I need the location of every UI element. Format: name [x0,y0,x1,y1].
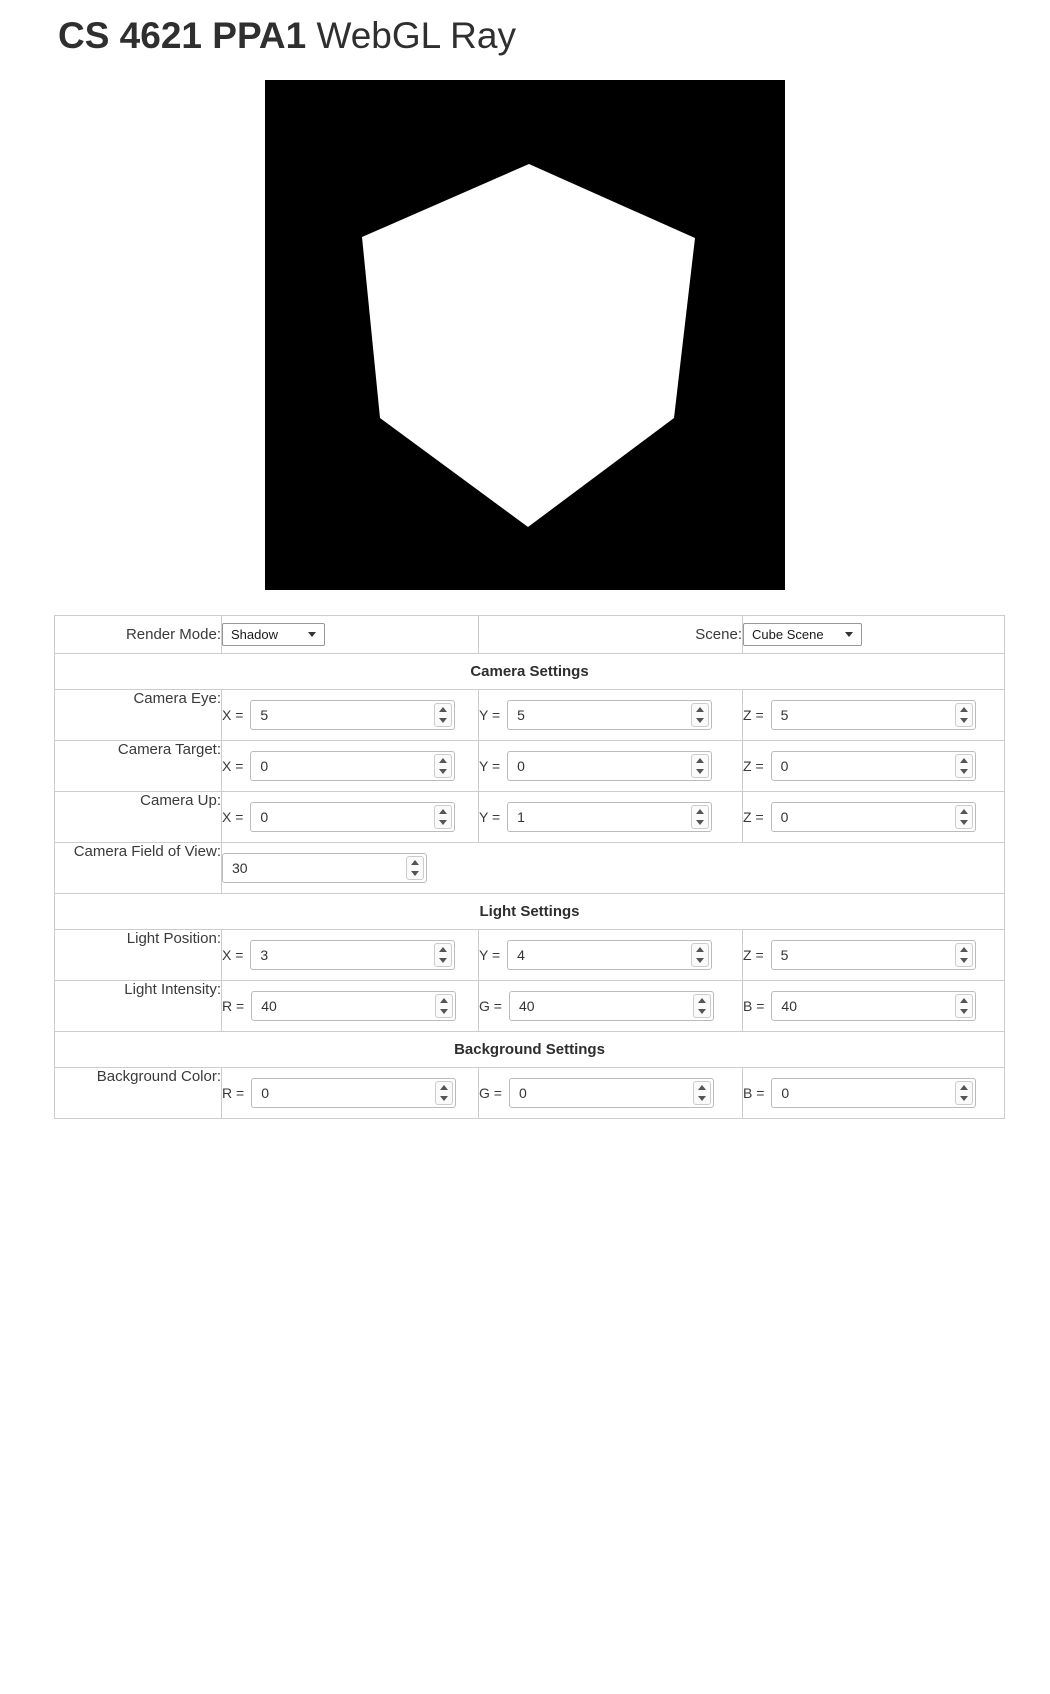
arrow-up-icon [960,1085,968,1090]
rendered-scene [265,80,785,590]
scene-label: Scene: [479,616,743,654]
row-camera-fov [55,843,1005,894]
arrow-up-icon [439,809,447,814]
background-color-r-field[interactable] [252,1079,455,1107]
background-color-g-input[interactable] [509,1078,714,1108]
x-coord-label: X = [222,947,244,963]
z-coord-label: Z = [743,758,764,774]
spin-up-button[interactable] [436,995,452,1006]
number-spinner[interactable] [955,703,973,727]
spin-down-button[interactable] [956,1006,972,1017]
camera-up-x-field[interactable] [251,803,454,831]
render-viewport [265,80,785,590]
spin-down-button[interactable] [436,1093,452,1104]
camera-eye-z-input[interactable] [771,700,976,730]
number-spinner[interactable] [691,805,709,829]
light-intensity-g-input[interactable] [509,991,714,1021]
arrow-up-icon [696,707,704,712]
row-camera-target [55,741,1005,792]
light-intensity-r-field[interactable] [252,992,455,1020]
arrow-up-icon [411,860,419,865]
camera-target-z-input[interactable] [771,751,976,781]
spin-down-button[interactable] [692,715,708,726]
arrow-down-icon [696,718,704,723]
arrow-down-icon [960,820,968,825]
camera-target-x-input[interactable] [250,751,455,781]
row-light-settings-header [55,894,1005,930]
light-intensity-b-input[interactable] [771,991,976,1021]
scene-value: Cube Scene [752,627,824,642]
number-spinner[interactable] [693,1081,711,1105]
spin-down-button[interactable] [692,955,708,966]
camera-target-label: Camera Target: [55,741,222,792]
arrow-down-icon [440,1009,448,1014]
light-position-z-input[interactable] [771,940,976,970]
b-channel-label: B = [743,1085,765,1101]
arrow-down-icon [960,958,968,963]
background-color-b-input[interactable] [771,1078,976,1108]
camera-settings-header: Camera Settings [55,654,1005,690]
light-position-z-field[interactable] [772,941,975,969]
y-coord-label: Y = [479,947,501,963]
camera-eye-y-input[interactable] [507,700,712,730]
camera-up-y-field[interactable] [508,803,711,831]
row-background-color [55,1068,1005,1119]
background-settings-header: Background Settings [55,1032,1005,1068]
spin-down-button[interactable] [692,766,708,777]
arrow-up-icon [960,758,968,763]
background-color-r-input[interactable] [251,1078,456,1108]
spin-up-button[interactable] [436,1082,452,1093]
number-spinner[interactable] [434,754,452,778]
number-spinner[interactable] [434,805,452,829]
number-spinner[interactable] [435,994,453,1018]
arrow-down-icon [696,820,704,825]
arrow-up-icon [439,947,447,952]
arrow-down-icon [960,1009,968,1014]
number-spinner[interactable] [955,994,973,1018]
spin-down-button[interactable] [956,1093,972,1104]
spin-down-button[interactable] [956,817,972,828]
camera-target-x-field[interactable] [251,752,454,780]
arrow-up-icon [960,707,968,712]
camera-eye-z-field[interactable] [772,701,975,729]
spin-up-button[interactable] [692,944,708,955]
number-spinner[interactable] [955,1081,973,1105]
render-mode-value: Shadow [231,627,278,642]
camera-target-y-input[interactable] [507,751,712,781]
arrow-up-icon [960,947,968,952]
arrow-up-icon [698,1085,706,1090]
spin-down-button[interactable] [435,817,451,828]
arrow-down-icon [411,871,419,876]
camera-target-y-field[interactable] [508,752,711,780]
spin-up-button[interactable] [956,995,972,1006]
settings-table [54,615,1005,1119]
b-channel-label: B = [743,998,765,1014]
spin-up-button[interactable] [694,1082,710,1093]
spin-down-button[interactable] [436,1006,452,1017]
number-spinner[interactable] [955,805,973,829]
spin-down-button[interactable] [694,1006,710,1017]
r-channel-label: R = [222,998,245,1014]
number-spinner[interactable] [955,943,973,967]
number-spinner[interactable] [691,703,709,727]
light-intensity-g-field[interactable] [510,992,713,1020]
arrow-down-icon [696,958,704,963]
camera-eye-x-input[interactable] [250,700,455,730]
z-coord-label: Z = [743,809,764,825]
light-intensity-r-input[interactable] [251,991,456,1021]
number-spinner[interactable] [406,856,424,880]
scene-select[interactable] [743,623,862,646]
camera-up-x-input[interactable] [250,802,455,832]
x-coord-label: X = [222,707,244,723]
spin-up-button[interactable] [435,944,451,955]
row-light-position [55,930,1005,981]
render-mode-select[interactable] [222,623,325,646]
arrow-down-icon [698,1096,706,1101]
camera-up-label: Camera Up: [55,792,222,843]
number-spinner[interactable] [693,994,711,1018]
arrow-up-icon [696,947,704,952]
arrow-down-icon [439,958,447,963]
spin-down-button[interactable] [692,817,708,828]
arrow-up-icon [439,707,447,712]
spin-up-button[interactable] [435,755,451,766]
background-color-b-field[interactable] [772,1079,975,1107]
camera-target-z-field[interactable] [772,752,975,780]
row-background-settings-header [55,1032,1005,1068]
camera-fov-field[interactable] [223,854,426,882]
light-intensity-b-field[interactable] [772,992,975,1020]
light-intensity-label: Light Intensity: [55,981,222,1032]
spin-up-button[interactable] [956,704,972,715]
light-position-x-field[interactable] [251,941,454,969]
spin-down-button[interactable] [435,766,451,777]
number-spinner[interactable] [691,943,709,967]
light-settings-header: Light Settings [55,894,1005,930]
cube-silhouette [362,164,695,527]
arrow-down-icon [439,769,447,774]
row-camera-up [55,792,1005,843]
x-coord-label: X = [222,758,244,774]
render-mode-label: Render Mode: [55,616,222,654]
arrow-up-icon [960,998,968,1003]
page-title-app: WebGL Ray [316,15,516,56]
spin-down-button[interactable] [694,1093,710,1104]
spin-up-button[interactable] [956,806,972,817]
camera-eye-label: Camera Eye: [55,690,222,741]
spin-up-button[interactable] [956,755,972,766]
page-title-course: CS 4621 PPA1 [58,15,307,56]
number-spinner[interactable] [434,943,452,967]
spin-up-button[interactable] [435,704,451,715]
arrow-up-icon [960,809,968,814]
light-position-y-input[interactable] [507,940,712,970]
arrow-up-icon [696,758,704,763]
spin-down-button[interactable] [956,715,972,726]
arrow-down-icon [439,718,447,723]
g-channel-label: G = [479,998,502,1014]
spin-down-button[interactable] [435,715,451,726]
arrow-up-icon [440,998,448,1003]
number-spinner[interactable] [955,754,973,778]
page-title [58,14,1050,58]
arrow-up-icon [696,809,704,814]
spin-up-button[interactable] [956,944,972,955]
arrow-up-icon [439,758,447,763]
camera-eye-y-field[interactable] [508,701,711,729]
dropdown-arrow-icon [845,632,853,637]
arrow-down-icon [960,769,968,774]
arrow-up-icon [440,1085,448,1090]
camera-up-z-field[interactable] [772,803,975,831]
g-channel-label: G = [479,1085,502,1101]
background-color-label: Background Color: [55,1068,222,1119]
light-position-x-input[interactable] [250,940,455,970]
camera-up-y-input[interactable] [507,802,712,832]
spin-up-button[interactable] [692,755,708,766]
camera-up-z-input[interactable] [771,802,976,832]
arrow-down-icon [440,1096,448,1101]
z-coord-label: Z = [743,947,764,963]
r-channel-label: R = [222,1085,245,1101]
spin-down-button[interactable] [956,766,972,777]
y-coord-label: Y = [479,758,501,774]
row-camera-eye [55,690,1005,741]
spin-up-button[interactable] [435,806,451,817]
camera-fov-label: Camera Field of View: [55,843,222,894]
background-color-g-field[interactable] [510,1079,713,1107]
arrow-down-icon [960,1096,968,1101]
arrow-down-icon [696,769,704,774]
camera-eye-x-field[interactable] [251,701,454,729]
spin-up-button[interactable] [692,806,708,817]
y-coord-label: Y = [479,707,501,723]
camera-fov-input[interactable] [222,853,427,883]
spin-up-button[interactable] [692,704,708,715]
spin-up-button[interactable] [694,995,710,1006]
y-coord-label: Y = [479,809,501,825]
dropdown-arrow-icon [308,632,316,637]
x-coord-label: X = [222,809,244,825]
arrow-up-icon [698,998,706,1003]
arrow-down-icon [439,820,447,825]
number-spinner[interactable] [435,1081,453,1105]
arrow-down-icon [960,718,968,723]
spin-down-button[interactable] [407,868,423,879]
spin-up-button[interactable] [956,1082,972,1093]
row-camera-settings-header [55,654,1005,690]
row-render-mode-scene [55,616,1005,654]
arrow-down-icon [698,1009,706,1014]
spin-down-button[interactable] [435,955,451,966]
spin-down-button[interactable] [956,955,972,966]
z-coord-label: Z = [743,707,764,723]
row-light-intensity [55,981,1005,1032]
spin-up-button[interactable] [407,857,423,868]
number-spinner[interactable] [691,754,709,778]
light-position-y-field[interactable] [508,941,711,969]
light-position-label: Light Position: [55,930,222,981]
number-spinner[interactable] [434,703,452,727]
